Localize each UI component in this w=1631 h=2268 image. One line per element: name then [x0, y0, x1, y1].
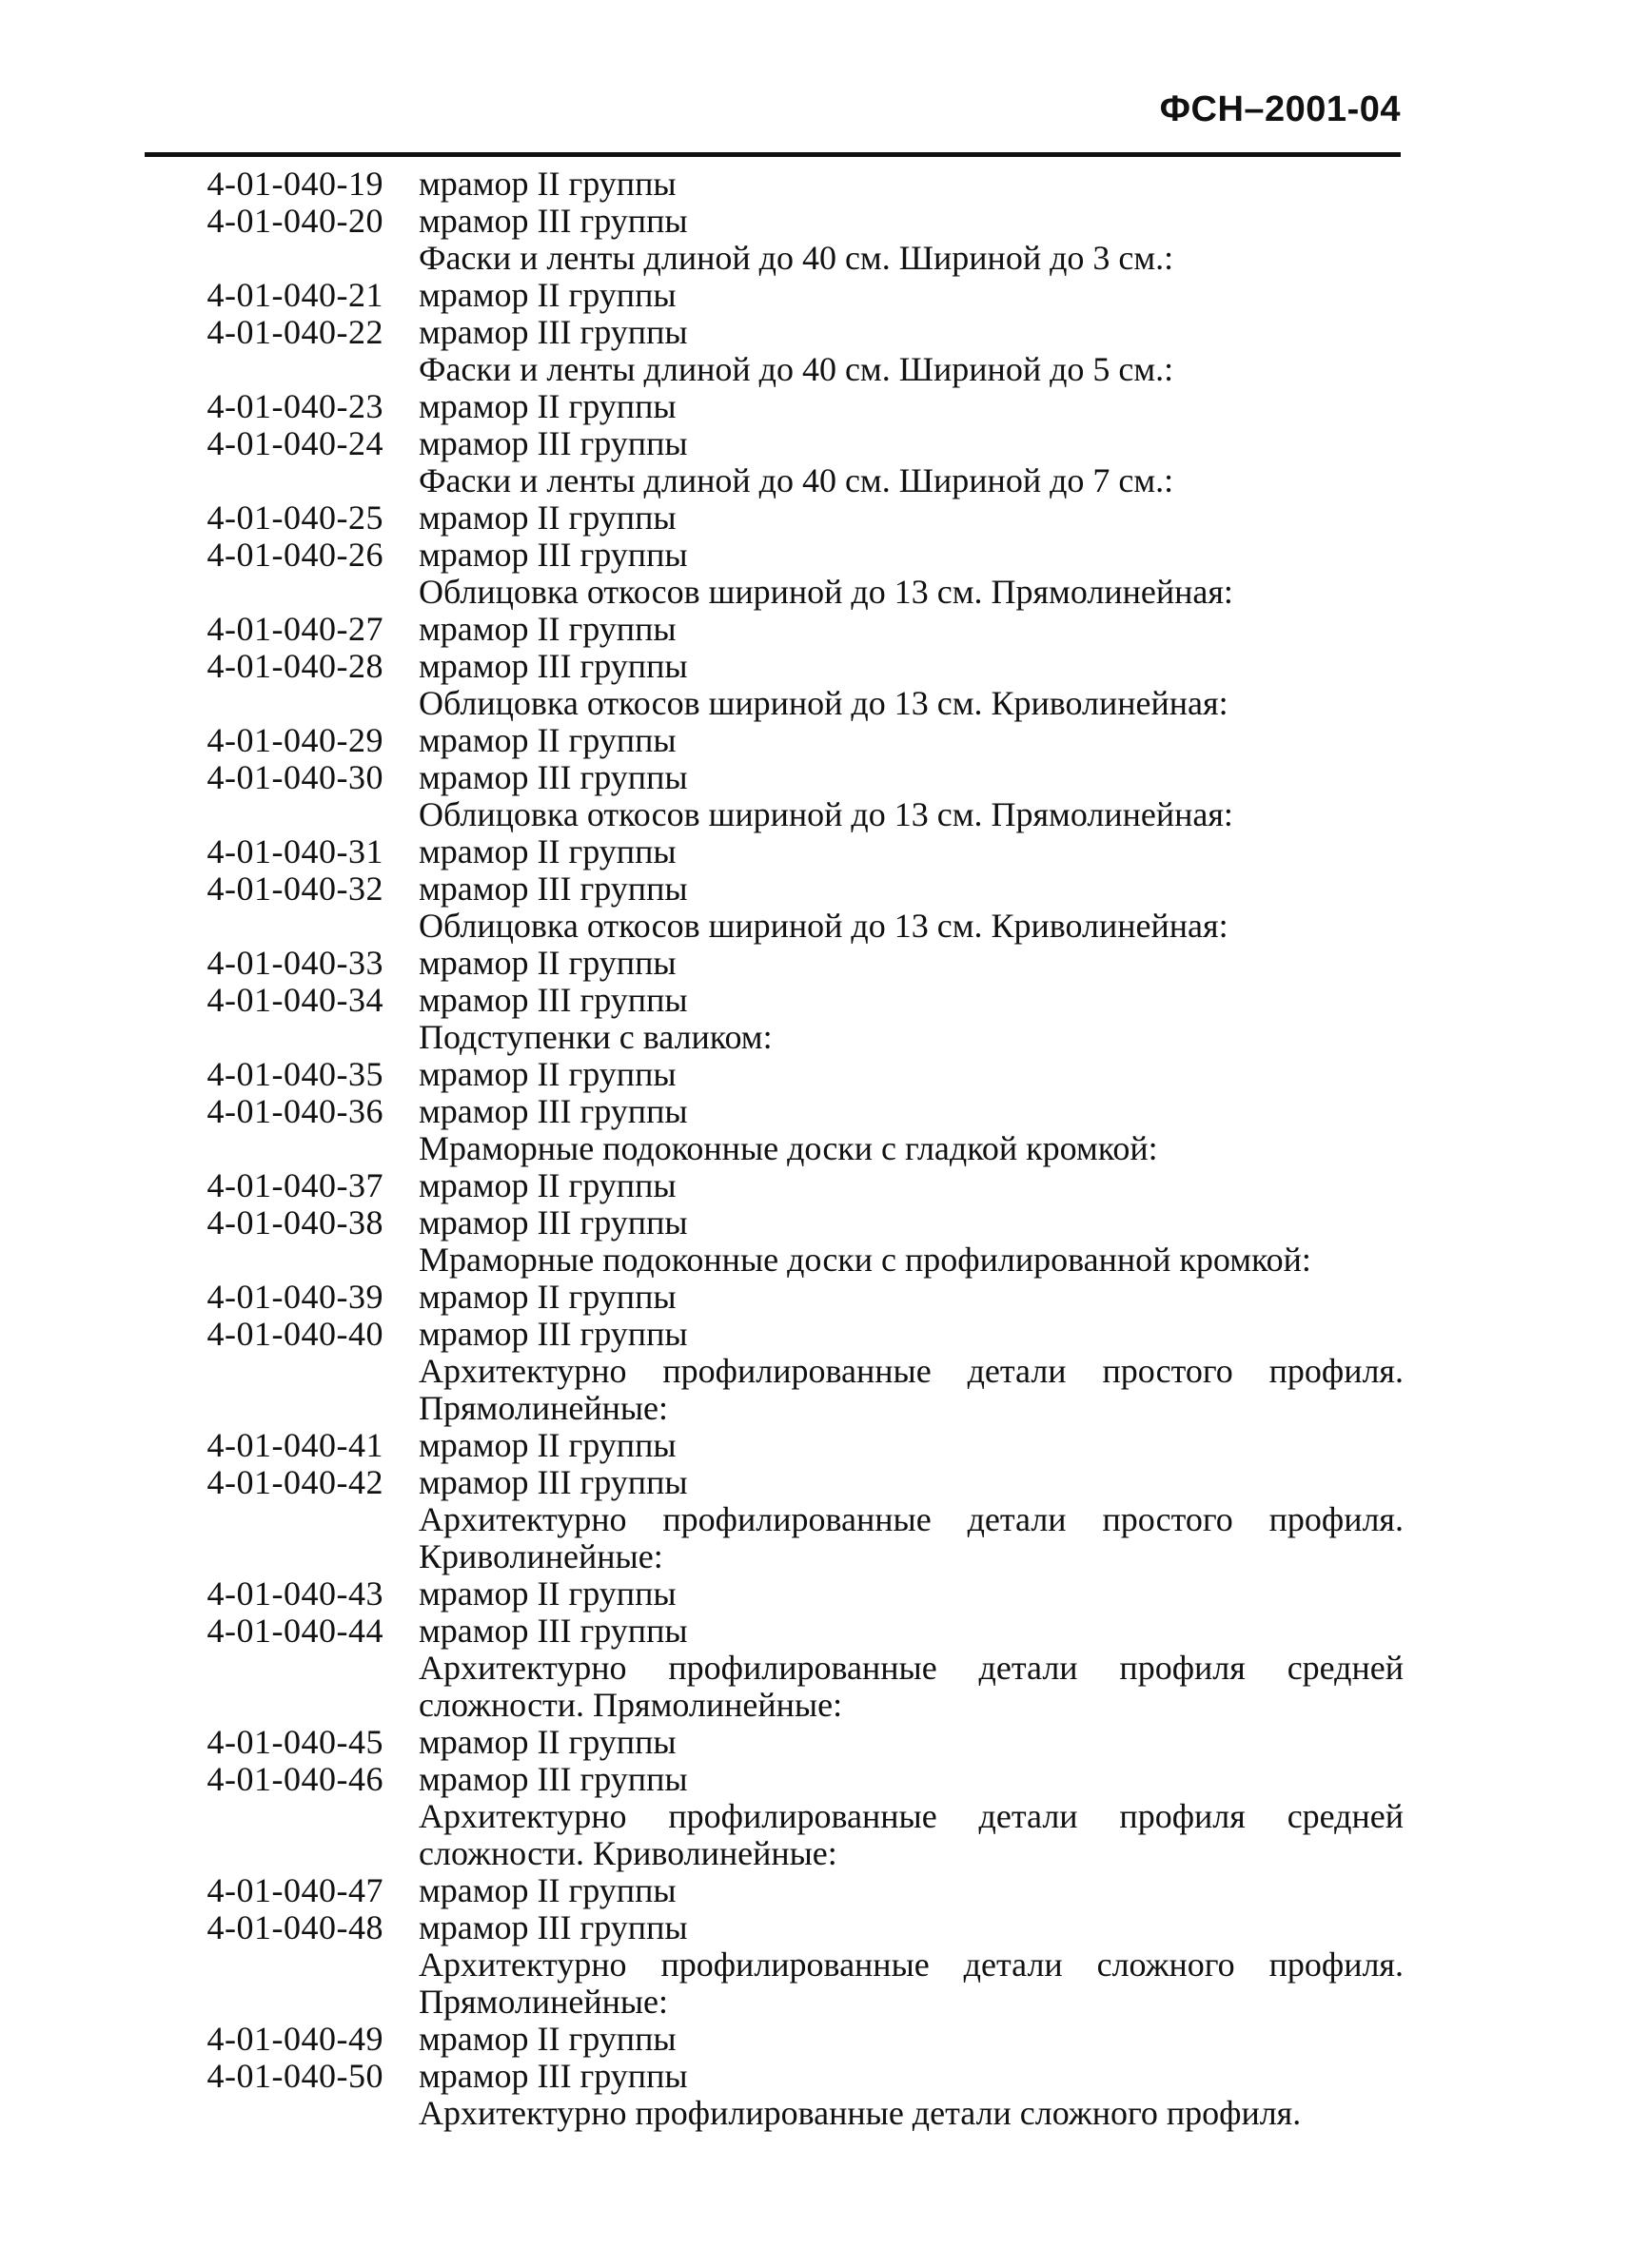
norm-description: мрамор III группы [419, 536, 688, 574]
section-heading: Архитектурно профилированные детали простого профиля. Криволинейные: [419, 1500, 1404, 1575]
norm-description: мрамор III группы [419, 424, 688, 462]
norm-code: 4-01-040-40 [206, 1315, 383, 1353]
norm-row [143, 1464, 1404, 1501]
section-heading-row [143, 240, 1404, 277]
section-heading: Мраморные подоконные доски с гладкой кромкой: [419, 1129, 1158, 1167]
norm-description: мрамор II группы [419, 1278, 677, 1316]
norm-code [143, 574, 383, 611]
norm-code [143, 1353, 383, 1427]
norm-description: мрамор II группы [419, 2020, 677, 2058]
norm-code: 4-01-040-31 [206, 832, 383, 870]
norm-row [143, 1724, 1404, 1761]
norm-code [143, 1946, 383, 2021]
section-heading: Фаски и ленты длиной до 40 см. Шириной до 5 см.: [419, 350, 1174, 388]
norm-code: 4-01-040-36 [206, 1092, 383, 1130]
norm-description: мрамор III группы [419, 1315, 688, 1353]
norm-row [143, 1056, 1404, 1093]
norm-code [143, 1501, 383, 1575]
norm-row [143, 1872, 1404, 1909]
norm-code: 4-01-040-30 [206, 758, 383, 796]
section-heading-row [143, 1946, 1404, 2021]
section-heading-row [143, 796, 1404, 833]
norm-code: 4-01-040-29 [206, 721, 383, 759]
section-heading-row [143, 1130, 1404, 1167]
norm-row [143, 1279, 1404, 1316]
section-heading: Облицовка откосов шириной до 13 см. Прямолинейная: [419, 573, 1233, 611]
norm-description: мрамор III группы [419, 1092, 688, 1130]
section-heading: Архитектурно профилированные детали сложного профиля. Прямолинейные: [419, 1945, 1404, 2021]
norm-description: мрамор III группы [419, 1760, 688, 1798]
norm-code: 4-01-040-38 [206, 1203, 383, 1242]
norm-description: мрамор III группы [419, 758, 688, 796]
norm-description: мрамор II группы [419, 1166, 677, 1204]
norm-code: 4-01-040-39 [206, 1278, 383, 1316]
norm-code: 4-01-040-26 [206, 536, 383, 574]
norm-row [143, 1909, 1404, 1946]
norm-description: мрамор III группы [419, 647, 688, 685]
norm-row [143, 611, 1404, 648]
norm-code: 4-01-040-35 [206, 1055, 383, 1093]
section-heading: Мраморные подоконные доски с профилированной кромкой: [419, 1241, 1311, 1279]
norm-description: мрамор II группы [419, 499, 677, 537]
section-heading: Архитектурно профилированные детали профиля средней сложности. Прямолинейные: [419, 1649, 1404, 1724]
norm-code: 4-01-040-24 [206, 424, 383, 462]
norm-code [143, 1242, 383, 1279]
section-heading: Архитектурно профилированные детали сложного профиля. [419, 2094, 1302, 2132]
document-code: ФСН–2001-04 [1159, 89, 1401, 129]
norm-code: 4-01-040-49 [206, 2020, 383, 2058]
norm-code: 4-01-040-47 [206, 1871, 383, 1909]
section-heading: Архитектурно профилированные детали простого профиля. Прямолинейные: [419, 1352, 1404, 1427]
norm-code [143, 351, 383, 388]
section-heading-row [143, 1019, 1404, 1056]
norm-description: мрамор II группы [419, 1871, 677, 1909]
section-heading-row [143, 351, 1404, 388]
section-heading: Фаски и ленты длиной до 40 см. Шириной до 3 см.: [419, 239, 1174, 277]
norm-code: 4-01-040-41 [206, 1426, 383, 1464]
norm-code: 4-01-040-28 [206, 647, 383, 685]
norm-code [143, 1130, 383, 1167]
norm-row [143, 2021, 1404, 2058]
norm-row [143, 648, 1404, 685]
norm-row [143, 982, 1404, 1019]
norm-description: мрамор III группы [419, 1612, 688, 1650]
norm-description: мрамор III группы [419, 202, 688, 240]
norm-description: мрамор II группы [419, 721, 677, 759]
norm-row [143, 1575, 1404, 1613]
norm-code [143, 240, 383, 277]
norm-row [143, 1427, 1404, 1464]
norm-description: мрамор II группы [419, 1574, 677, 1613]
norm-code [143, 908, 383, 945]
norm-code [143, 462, 383, 499]
section-heading-row [143, 908, 1404, 945]
norm-description: мрамор III группы [419, 2057, 688, 2095]
norm-row [143, 166, 1404, 203]
norm-code [143, 685, 383, 722]
norm-row [143, 2058, 1404, 2095]
norm-row [143, 833, 1404, 870]
norm-row [143, 1204, 1404, 1242]
norm-code: 4-01-040-33 [206, 944, 383, 982]
norm-code: 4-01-040-19 [206, 165, 383, 203]
norm-description: мрамор II группы [419, 165, 677, 203]
section-heading-row [143, 1650, 1404, 1724]
norm-description: мрамор III группы [419, 313, 688, 351]
norm-code [143, 1019, 383, 1056]
norm-code: 4-01-040-45 [206, 1723, 383, 1761]
norm-row [143, 722, 1404, 759]
norm-code: 4-01-040-22 [206, 313, 383, 351]
norm-row [143, 277, 1404, 314]
norm-description: мрамор II группы [419, 610, 677, 648]
section-heading: Облицовка откосов шириной до 13 см. Прямолинейная: [419, 795, 1233, 833]
section-heading: Облицовка откосов шириной до 13 см. Криволинейная: [419, 907, 1228, 945]
section-heading: Фаски и ленты длиной до 40 см. Шириной до 7 см.: [419, 461, 1174, 499]
norm-description: мрамор II группы [419, 1723, 677, 1761]
section-heading: Архитектурно профилированные детали профиля средней сложности. Криволинейные: [419, 1797, 1404, 1872]
norm-row [143, 1316, 1404, 1353]
norm-row [143, 1093, 1404, 1130]
section-heading: Подступенки с валиком: [419, 1018, 773, 1056]
norm-description: мрамор II группы [419, 944, 677, 982]
norm-row [143, 1167, 1404, 1204]
norm-code [143, 1650, 383, 1724]
norm-row [143, 314, 1404, 351]
norm-description: мрамор II группы [419, 276, 677, 314]
section-heading-row [143, 685, 1404, 722]
norm-code [143, 1798, 383, 1872]
norm-row [143, 499, 1404, 537]
norm-code: 4-01-040-46 [206, 1760, 383, 1798]
section-heading-row [143, 2095, 1404, 2132]
norm-row [143, 537, 1404, 574]
norm-code: 4-01-040-21 [206, 276, 383, 314]
norm-row [143, 870, 1404, 908]
norm-code: 4-01-040-43 [206, 1574, 383, 1613]
norm-code: 4-01-040-20 [206, 202, 383, 240]
norm-code: 4-01-040-44 [206, 1612, 383, 1650]
section-heading-row [143, 1798, 1404, 1872]
norm-row [143, 759, 1404, 796]
norm-code [143, 796, 383, 833]
norm-code: 4-01-040-50 [206, 2057, 383, 2095]
section-heading-row [143, 1353, 1404, 1427]
norm-code [143, 2095, 383, 2132]
page-header [145, 86, 1401, 157]
section-heading-row [143, 1501, 1404, 1575]
norm-description: мрамор III группы [419, 870, 688, 908]
norm-description: мрамор II группы [419, 1055, 677, 1093]
norm-code: 4-01-040-23 [206, 387, 383, 425]
section-heading-row [143, 574, 1404, 611]
norm-description: мрамор III группы [419, 981, 688, 1019]
norm-list [143, 166, 1404, 2132]
norm-code: 4-01-040-25 [206, 499, 383, 537]
norm-code: 4-01-040-42 [206, 1463, 383, 1501]
norm-row [143, 203, 1404, 240]
norm-code: 4-01-040-34 [206, 981, 383, 1019]
norm-description: мрамор III группы [419, 1203, 688, 1242]
section-heading-row [143, 1242, 1404, 1279]
norm-description: мрамор II группы [419, 1426, 677, 1464]
norm-code: 4-01-040-27 [206, 610, 383, 648]
norm-code: 4-01-040-48 [206, 1908, 383, 1946]
norm-row [143, 945, 1404, 982]
norm-row [143, 425, 1404, 462]
norm-row [143, 1761, 1404, 1798]
norm-description: мрамор III группы [419, 1463, 688, 1501]
norm-description: мрамор II группы [419, 832, 677, 870]
norm-description: мрамор II группы [419, 387, 677, 425]
norm-code: 4-01-040-32 [206, 870, 383, 908]
norm-description: мрамор III группы [419, 1908, 688, 1946]
section-heading-row [143, 462, 1404, 499]
norm-code: 4-01-040-37 [206, 1166, 383, 1204]
norm-row [143, 1613, 1404, 1650]
section-heading: Облицовка откосов шириной до 13 см. Криволинейная: [419, 684, 1228, 722]
norm-row [143, 388, 1404, 425]
